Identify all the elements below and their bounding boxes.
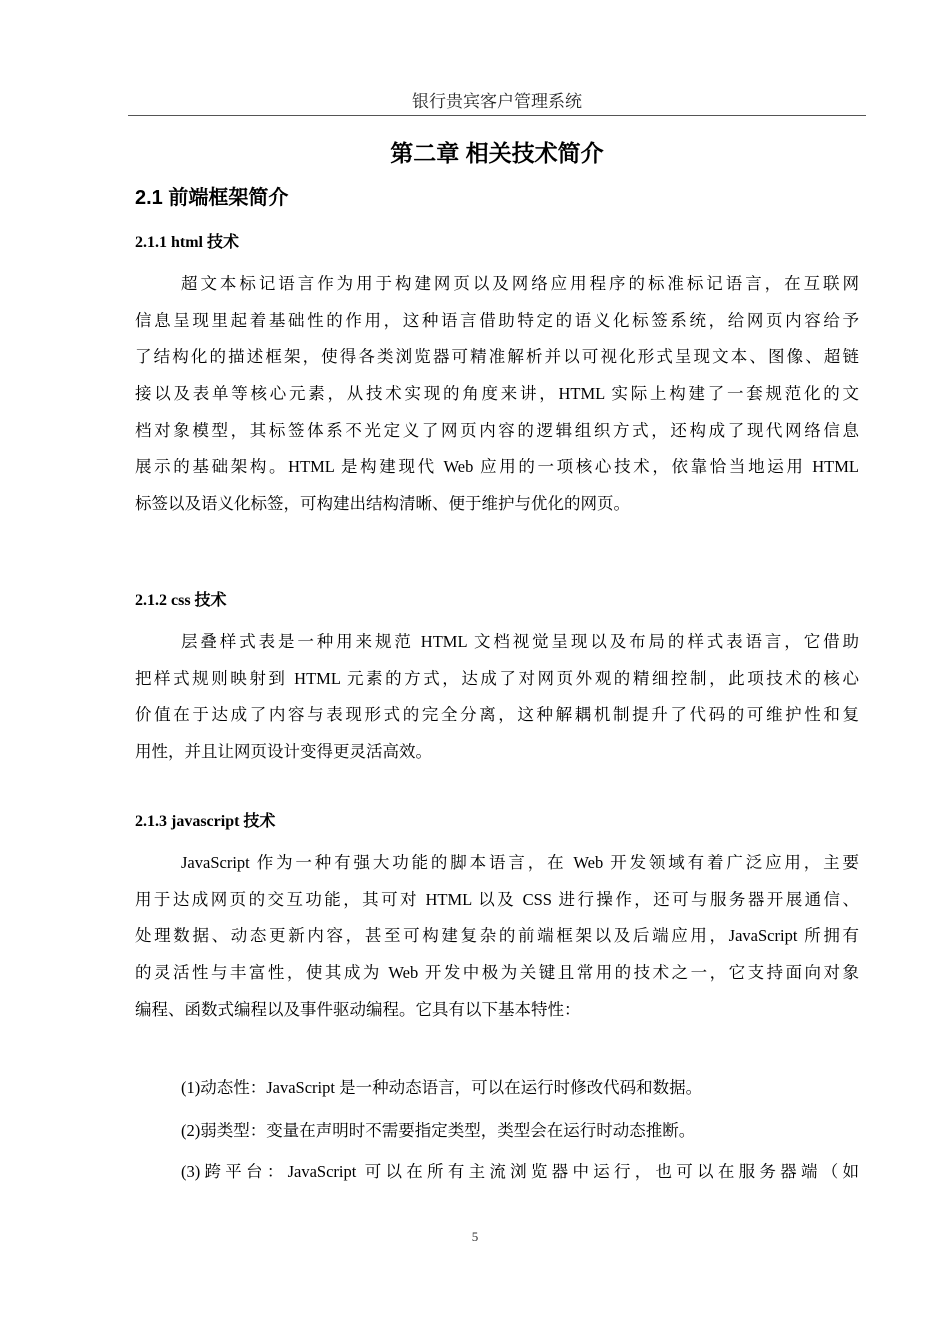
text-line: 编程、函数式编程以及事件驱动编程。它具有以下基本特性： bbox=[135, 999, 581, 1019]
subsection-heading-html: 2.1.1 html 技术 bbox=[135, 234, 240, 251]
paragraph-html bbox=[135, 266, 859, 523]
running-header: 银行贵宾客户管理系统 bbox=[128, 90, 866, 116]
page-number: 5 bbox=[471, 1229, 479, 1244]
text-line: 标签以及语义化标签，可构建出结构清晰、便于维护与优化的网页。 bbox=[135, 494, 630, 514]
text-line: 用于达成网页的交互功能，其可对 HTML 以及 CSS 进行操作，还可与服务器开展通信、 bbox=[135, 889, 859, 909]
text-line: JavaScript 作为一种有强大功能的脚本语言，在 Web 开发领域有着广泛应用，主要 bbox=[181, 853, 859, 872]
text-line: 层叠样式表是一种用来规范 HTML 文档视觉呈现以及布局的样式表语言，它借助 bbox=[181, 632, 859, 651]
paragraph-javascript bbox=[135, 845, 859, 1028]
feature-item-dynamic: (1)动态性：JavaScript 是一种动态语言，可以在运行时修改代码和数据。 bbox=[181, 1078, 703, 1097]
text-line: 处理数据、动态更新内容，甚至可构建复杂的前端框架以及后端应用，JavaScript 所拥有 bbox=[135, 926, 859, 946]
feature-item-weak-typing: (2)弱类型：变量在声明时不需要指定类型，类型会在运行时动态推断。 bbox=[181, 1121, 696, 1140]
subsection-heading-css: 2.1.2 css 技术 bbox=[135, 592, 227, 609]
chapter-title: 第二章 相关技术简介 bbox=[390, 140, 604, 166]
text-line: 超文本标记语言作为用于构建网页以及网络应用程序的标准标记语言，在互联网 bbox=[181, 274, 859, 293]
paragraph-css bbox=[135, 624, 859, 771]
text-line: 的灵活性与丰富性，使其成为 Web 开发中极为关键且常用的技术之一，它支持面向对象 bbox=[135, 963, 859, 983]
text-line: 把样式规则映射到 HTML 元素的方式，达成了对网页外观的精细控制，此项技术的核心 bbox=[135, 668, 859, 688]
text-line: 接以及表单等核心元素，从技术实现的角度来讲，HTML 实际上构建了一套规范化的文 bbox=[135, 384, 859, 404]
text-line: 展示的基础架构。HTML 是构建现代 Web 应用的一项核心技术，依靠恰当地运用 HTML bbox=[135, 457, 859, 477]
subsection-heading-javascript: 2.1.3 javascript 技术 bbox=[135, 813, 276, 830]
text-line: 价值在于达成了内容与表现形式的完全分离，这种解耦机制提升了代码的可维护性和复 bbox=[135, 705, 859, 725]
text-line: 用性，并且让网页设计变得更灵活高效。 bbox=[135, 742, 432, 762]
text-line: 了结构化的描述框架，使得各类浏览器可精准解析并以可视化形式呈现文本、图像、超链 bbox=[135, 347, 859, 367]
feature-item-cross-platform: (3)跨平台：JavaScript 可以在所有主流浏览器中运行，也可以在服务器端（如 bbox=[181, 1162, 859, 1181]
section-heading: 2.1 前端框架简介 bbox=[135, 187, 289, 209]
text-line: 信息呈现里起着基础性的作用，这种语言借助特定的语义化标签系统，给网页内容给予 bbox=[135, 310, 859, 330]
text-line: 档对象模型，其标签体系不光定义了网页内容的逻辑组织方式，还构成了现代网络信息 bbox=[135, 420, 859, 440]
